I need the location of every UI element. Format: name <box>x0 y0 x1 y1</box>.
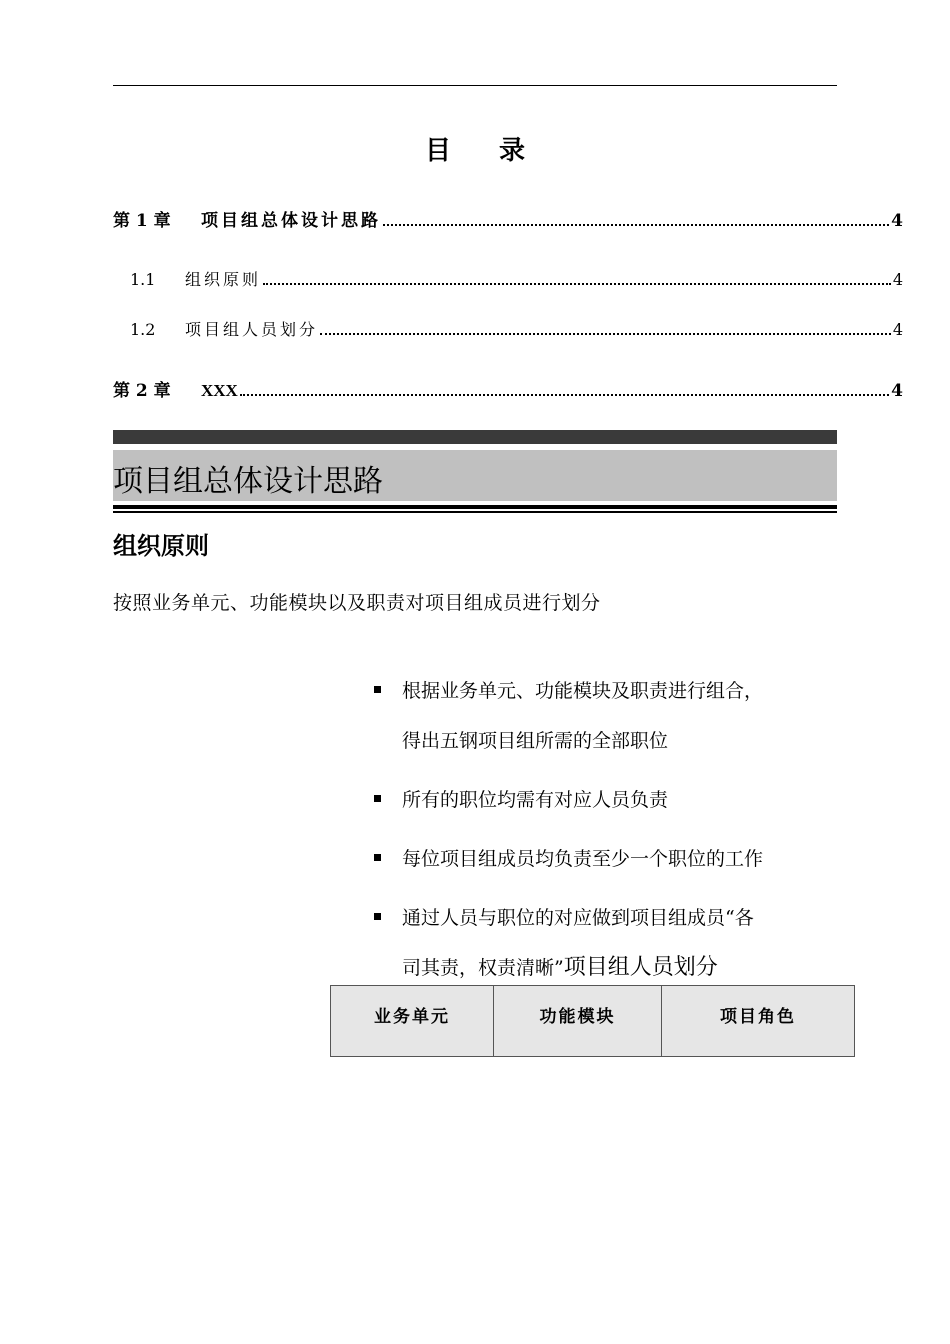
toc-leader <box>263 283 891 285</box>
chapter-heading-bar-top <box>113 430 837 444</box>
toc-entry-number: 1.2 <box>130 320 156 339</box>
bullet-list <box>372 666 842 1002</box>
bullet-line: 所有的职位均需有对应人员负责 <box>402 789 669 811</box>
chapter-heading-rule-bottom <box>113 511 837 513</box>
chapter-heading: 项目组总体设计思路 <box>113 464 383 499</box>
table-header-cell: 项目角色 <box>662 986 855 1057</box>
section-heading: 组织原则 <box>113 532 209 560</box>
toc-entry-text: 项目组人员划分 <box>185 320 319 339</box>
toc-entry-chapter-2[interactable] <box>113 376 903 401</box>
toc-entry-number: 第 1 章 <box>113 211 171 231</box>
bullet-item <box>372 775 842 825</box>
table-header-cell: 业务单元 <box>331 986 494 1057</box>
bullet-line: 通过人员与职位的对应做到项目组成员“各 <box>402 907 754 929</box>
toc-entry-section-1-2[interactable] <box>130 317 903 340</box>
toc-entry-text: XXX <box>201 381 238 400</box>
table-header-row <box>331 986 855 1057</box>
toc-leader <box>320 333 891 335</box>
header-rule <box>113 85 837 86</box>
bullet-item <box>372 834 842 884</box>
toc-title-part1: 目 <box>424 136 451 166</box>
chapter-heading-bar-bottom <box>113 505 837 509</box>
roles-table <box>330 985 855 1057</box>
toc-entry-number: 第 2 章 <box>113 381 171 401</box>
bullet-line: 根据业务单元、功能模块及职责进行组合， <box>402 680 764 702</box>
section-heading-inline: 项目组人员划分 <box>563 955 718 980</box>
toc-leader <box>383 224 889 226</box>
toc-entry-number: 1.1 <box>130 270 156 289</box>
table-header-cell: 功能模块 <box>494 986 662 1057</box>
bullet-item <box>372 893 842 993</box>
toc-entry-text: 组织原则 <box>185 270 262 289</box>
toc-entry-page: 4 <box>892 270 903 289</box>
toc-title <box>0 130 950 167</box>
toc-entry-text: 项目组总体设计思路 <box>201 211 381 231</box>
toc-leader <box>240 394 889 396</box>
toc-entry-page: 4 <box>891 211 903 231</box>
toc-entry-section-1-1[interactable] <box>130 267 903 290</box>
bullet-line: 得出五钢项目组所需的全部职位 <box>402 730 669 752</box>
toc-entry-chapter-1[interactable] <box>113 206 903 231</box>
toc-entry-page: 4 <box>891 381 903 401</box>
bullet-line: 每位项目组成员均负责至少一个职位的工作 <box>402 848 764 870</box>
bullet-item <box>372 666 842 766</box>
toc-title-part2: 录 <box>499 136 526 166</box>
bullet-line: 司其责，权责清晰” <box>402 957 564 979</box>
body-paragraph: 按照业务单元、功能模块以及职责对项目组成员进行划分 <box>113 592 601 614</box>
toc-entry-page: 4 <box>892 320 903 339</box>
